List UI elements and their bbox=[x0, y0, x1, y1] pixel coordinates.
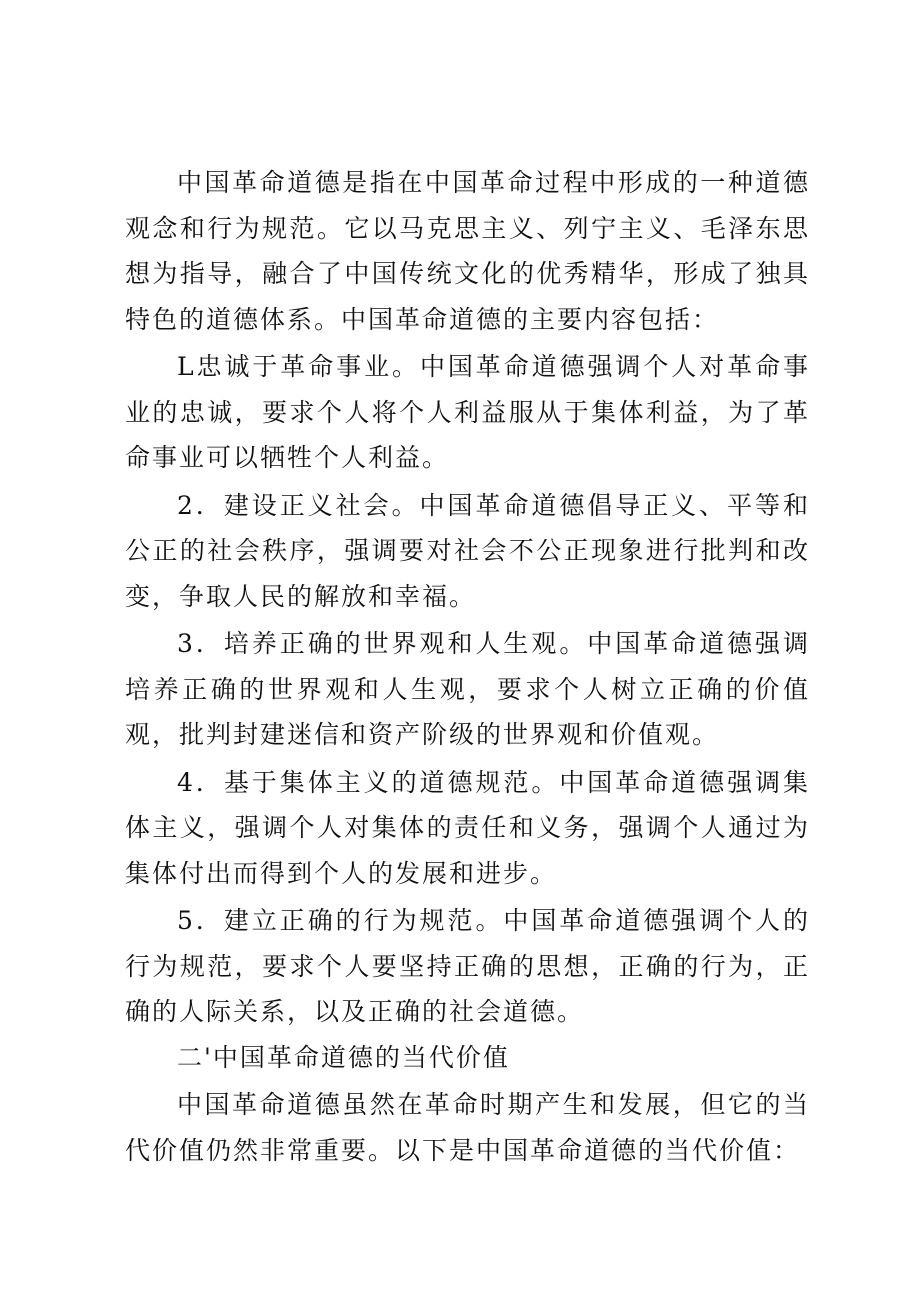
list-item-1: L忠诚于革命事业。中国革命道德强调个人对革命事业的忠诚，要求个人将个人利益服从于集体利益，为了革命事业可以牺牲个人利益。 bbox=[125, 352, 810, 472]
section-intro-paragraph: 中国革命道德虽然在革命时期产生和发展，但它的当代价值仍然非常重要。以下是中国革命道德的当代价值： bbox=[125, 1090, 810, 1165]
intro-paragraph: 中国革命道德是指在中国革命过程中形成的一种道德观念和行为规范。它以马克思主义、列宁主义、毛泽东思想为指导，融合了中国传统文化的优秀精华，形成了独具特色的道德体系。中国革命道德的主要内容包括： bbox=[125, 168, 810, 334]
list-item-5: 5．建立正确的行为规范。中国革命道德强调个人的行为规范，要求个人要坚持正确的思想，正确的行为，正确的人际关系，以及正确的社会道德。 bbox=[125, 906, 810, 1026]
list-item-4: 4．基于集体主义的道德规范。中国革命道德强调集体主义，强调个人对集体的责任和义务，强调个人通过为集体付出而得到个人的发展和进步。 bbox=[125, 767, 810, 888]
list-item-2: 2．建设正义社会。中国革命道德倡导正义、平等和公正的社会秩序，强调要对社会不公正现象进行批判和改变，争取人民的解放和幸福。 bbox=[125, 490, 810, 611]
section-heading: 二'中国革命道德的当代价值 bbox=[177, 1042, 510, 1072]
list-item-3: 3．培养正确的世界观和人生观。中国革命道德强调培养正确的世界观和人生观，要求个人树立正确的价值观，批判封建迷信和资产阶级的世界观和价值观。 bbox=[125, 629, 810, 749]
document-page bbox=[125, 160, 810, 1173]
